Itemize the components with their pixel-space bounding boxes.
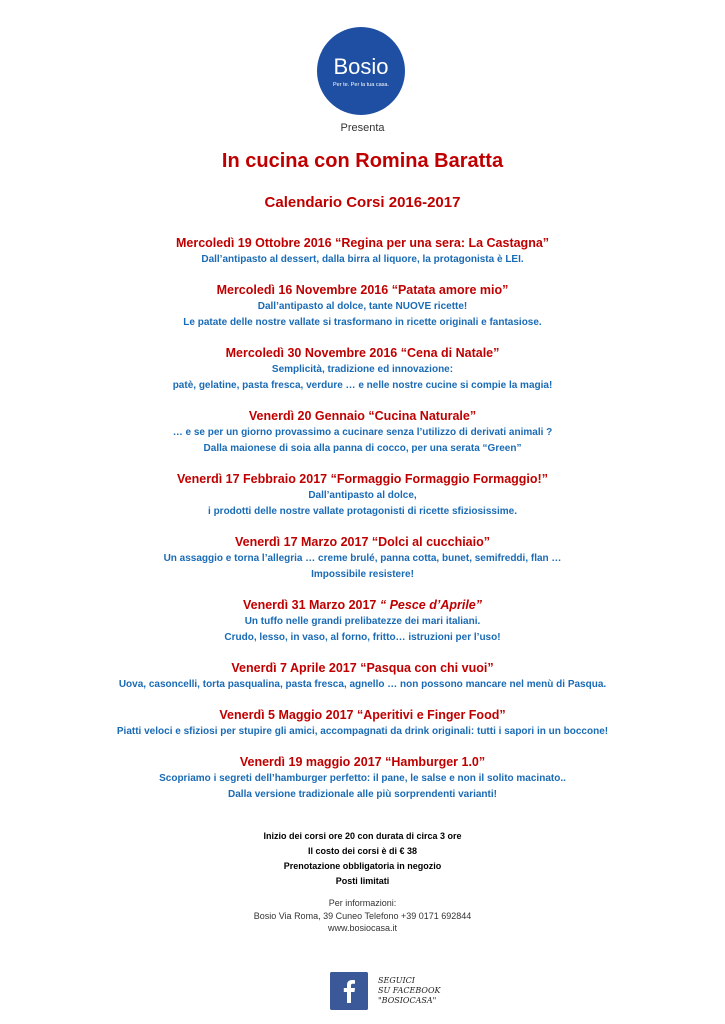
page-subtitle: Calendario Corsi 2016-2017 (264, 194, 461, 211)
event-date: Venerdì 31 Marzo 2017 (242, 598, 377, 612)
event-date: Venerdì 17 Marzo 2017 (235, 535, 369, 549)
event-description: Le patate delle nostre vallate si trasformano in ricette originali e fantasiose. (183, 317, 542, 328)
course-event (0, 659, 725, 693)
event-name: “Cena di Natale” (400, 346, 500, 360)
logo-brand: Bosio (333, 54, 389, 79)
course-event (0, 407, 725, 457)
event-description: Scopriamo i segreti dell’hamburger perfetto: il pane, le salse e non il solito macinato.. (159, 773, 566, 784)
event-date: Venerdì 20 Gennaio (248, 409, 365, 423)
event-heading (0, 234, 725, 252)
logo-tagline: Per te. Per la tua casa. (333, 82, 389, 88)
event-date: Mercoledì 16 Novembre 2016 (216, 283, 389, 297)
event-name: “Cucina Naturale” (368, 409, 477, 423)
course-event (0, 533, 725, 583)
event-description: Dalla versione tradizionale alle più sorprendenti varianti! (228, 789, 497, 800)
event-description: Semplicità, tradizione ed innovazione: (271, 364, 454, 375)
facebook-follow-text (378, 976, 440, 1006)
event-heading (0, 596, 725, 614)
event-heading (0, 281, 725, 299)
course-event (0, 234, 725, 268)
course-event (0, 596, 725, 646)
event-date: Mercoledì 19 Ottobre 2016 (175, 236, 332, 250)
event-name: “Hamburger 1.0” (385, 755, 486, 769)
info-label: Per informazioni: (328, 898, 397, 908)
event-heading (0, 659, 725, 677)
event-heading (0, 706, 725, 724)
bosio-logo (316, 26, 406, 116)
event-description: Un assaggio e torna l’allegria … creme brulé, panna cotta, bunet, semifreddi, flan … (163, 553, 562, 564)
event-description: Un tuffo nelle grandi prelibatezze dei mari italiani. (244, 616, 481, 627)
event-heading (0, 470, 725, 488)
event-date: Venerdì 7 Aprile 2017 (231, 661, 357, 675)
facebook-line-1: SEGUICI (378, 976, 415, 985)
info-website[interactable]: www.bosiocasa.it (327, 923, 398, 933)
event-date: Mercoledì 30 Novembre 2016 (225, 346, 398, 360)
event-name: “Pasqua con chi vuoi” (360, 661, 494, 675)
event-heading (0, 407, 725, 425)
event-date: Venerdì 17 Febbraio 2017 (177, 472, 328, 486)
course-notes (0, 829, 725, 889)
event-description: i prodotti delle nostre vallate protagonisti di ricette sfiziosissime. (208, 506, 517, 517)
course-event (0, 281, 725, 331)
info-address: Bosio Via Roma, 39 Cuneo Telefono +39 0171 692844 (253, 910, 472, 921)
course-event (0, 753, 725, 803)
event-date: Venerdì 19 maggio 2017 (239, 755, 382, 769)
course-calendar (0, 234, 725, 816)
event-name: “Formaggio Formaggio Formaggio!” (330, 472, 548, 486)
event-description: Piatti veloci e sfiziosi per stupire gli amici, accompagnati da drink originali: tutti i sapori in un boccone! (116, 726, 609, 737)
event-description: Dall’antipasto al dolce, tante NUOVE ricette! (257, 301, 468, 312)
event-description: … e se per un giorno provassimo a cucinare senza l’utilizzo di derivati animali ? (172, 427, 553, 438)
facebook-line-2: SU FACEBOOK (378, 986, 441, 995)
event-description: Impossibile resistere! (311, 569, 414, 580)
event-description: Dalla maionese di soia alla panna di cocco, per una serata “Green” (203, 443, 522, 454)
event-name: “Patata amore mio” (391, 283, 509, 297)
page-title: In cucina con Romina Baratta (221, 150, 504, 172)
event-heading (0, 533, 725, 551)
note-start-time: Inizio dei corsi ore 20 con durata di circa 3 ore (263, 831, 462, 841)
event-name: “ Pesce d’Aprile” (379, 598, 482, 612)
event-heading (0, 753, 725, 771)
presenta-label: Presenta (340, 122, 385, 134)
facebook-line-3: "BOSIOCASA" (378, 996, 437, 1005)
event-name: “Dolci al cucchiaio” (371, 535, 490, 549)
note-booking: Prenotazione obbligatoria in negozio (283, 861, 442, 871)
course-event (0, 706, 725, 740)
event-description: patè, gelatine, pasta fresca, verdure … e nelle nostre cucine si compie la magia! (172, 380, 553, 391)
event-date: Venerdì 5 Maggio 2017 (219, 708, 354, 722)
note-price: Il costo dei corsi è di € 38 (307, 846, 418, 856)
course-event (0, 344, 725, 394)
event-description: Crudo, lesso, in vaso, al forno, fritto… istruzioni per l’uso! (224, 632, 501, 643)
event-description: Dall’antipasto al dessert, dalla birra al liquore, la protagonista è LEI. (201, 254, 524, 265)
event-description: Uova, casoncelli, torta pasqualina, pasta fresca, agnello … non possono mancare nel menù di Pasqua. (118, 679, 607, 690)
event-name: “Aperitivi e Finger Food” (356, 708, 506, 722)
event-description: Dall’antipasto al dolce, (308, 490, 417, 501)
event-name: “Regina per una sera: La Castagna” (335, 236, 550, 250)
facebook-icon[interactable] (330, 972, 368, 1010)
event-heading (0, 344, 725, 362)
course-event (0, 470, 725, 520)
contact-info (0, 897, 725, 935)
note-limited-seats: Posti limitati (335, 876, 390, 886)
